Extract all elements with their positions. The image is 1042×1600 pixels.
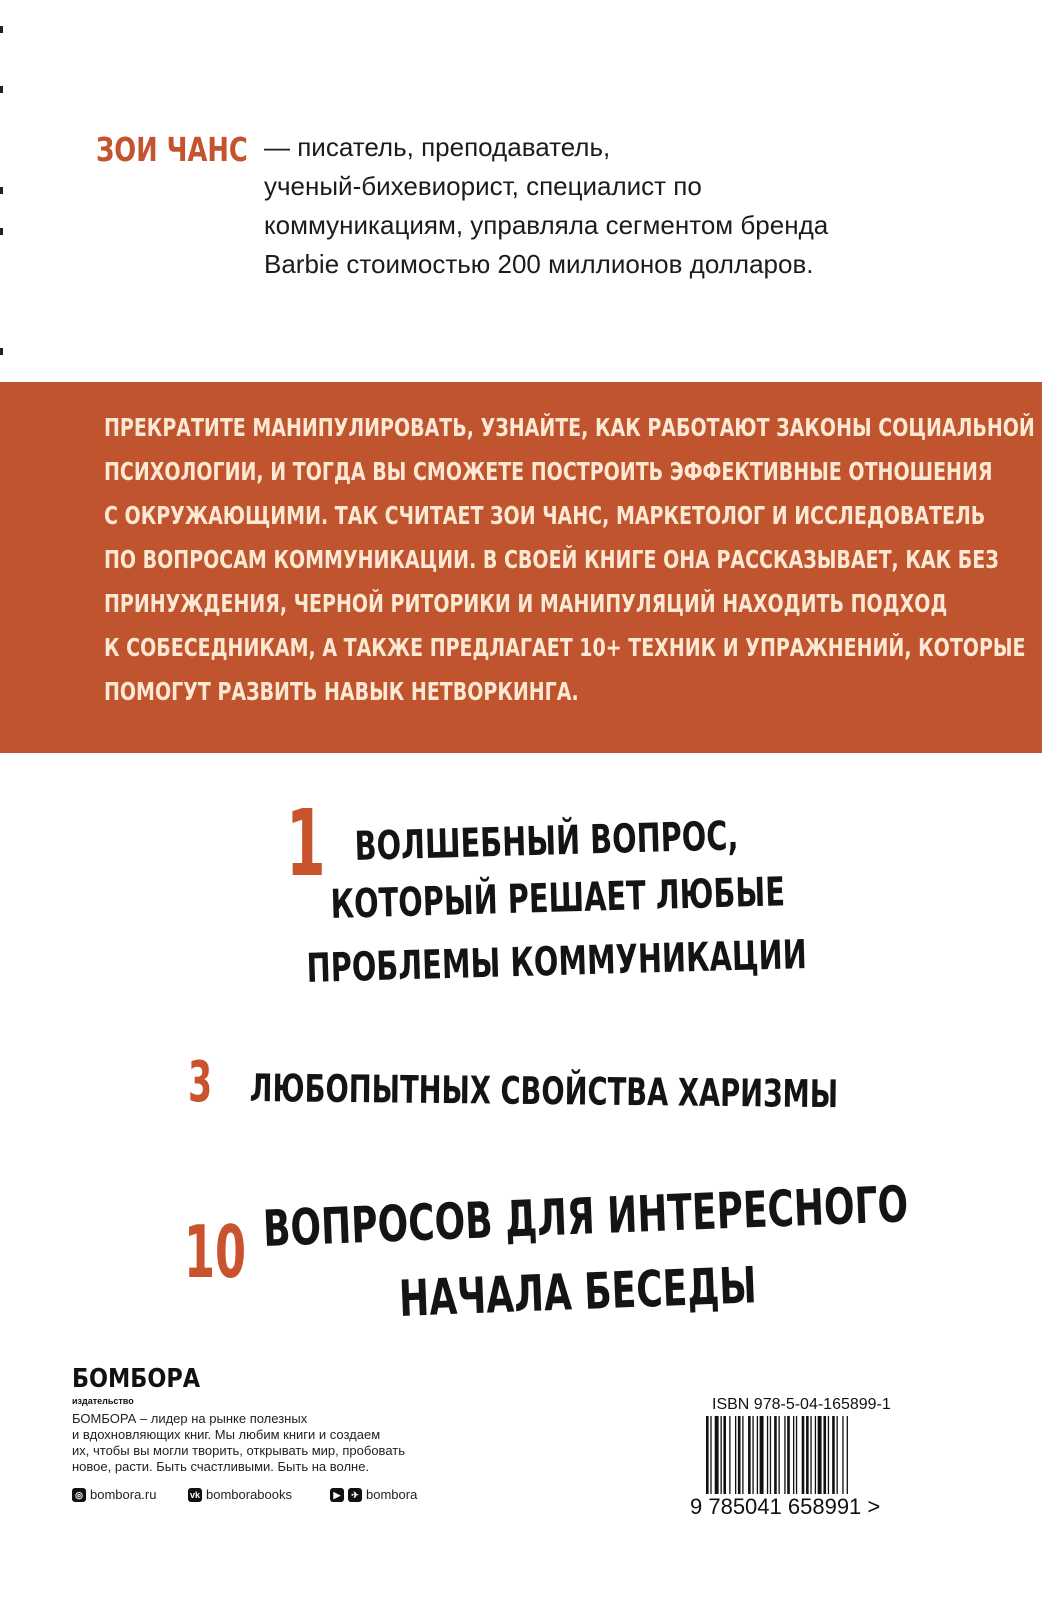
publisher-description-line: их, чтобы вы могли творить, открывать мир, пробовать xyxy=(72,1443,405,1458)
description-text xyxy=(104,406,1042,714)
social-label: bombora xyxy=(366,1487,418,1502)
social-link-vk[interactable] xyxy=(188,1487,292,1502)
barcode-bar xyxy=(721,1416,722,1494)
fact-line: ЛЮБОПЫТНЫХ СВОЙСТВА ХАРИЗМЫ xyxy=(249,1066,839,1117)
barcode-bar xyxy=(818,1416,822,1494)
barcode-digits: 9 785041 658991 > xyxy=(690,1494,881,1519)
barcode-bar xyxy=(757,1416,758,1494)
barcode-bar xyxy=(760,1416,764,1494)
barcode-bar xyxy=(706,1416,709,1494)
author-name: ЗОИ ЧАНС xyxy=(96,130,248,169)
barcode-bar xyxy=(748,1416,751,1494)
description-line: К СОБЕСЕДНИКАМ, А ТАКЖЕ ПРЕДЛАГАЕТ 10+ ТЕХНИК И УПРАЖНЕНИЙ, КОТОРЫЕ xyxy=(104,633,1026,662)
fact-line: ВОЛШЕБНЫЙ ВОПРОС, xyxy=(354,813,739,870)
edge-mark xyxy=(0,86,3,93)
barcode-bar xyxy=(752,1416,753,1494)
barcode-bar xyxy=(842,1416,843,1494)
barcode-bar xyxy=(710,1416,711,1494)
author-bio-line: ученый-бихевиорист, специалист по xyxy=(264,171,702,201)
barcode-bar xyxy=(847,1416,848,1494)
barcode-bar xyxy=(806,1416,809,1494)
publisher-subtitle: издательство xyxy=(72,1396,134,1406)
publisher-description xyxy=(72,1411,452,1475)
barcode-bar xyxy=(793,1416,794,1494)
barcode-bar xyxy=(837,1416,838,1494)
fact-line: ПРОБЛЕМЫ КОММУНИКАЦИИ xyxy=(306,932,808,992)
edge-mark xyxy=(0,26,3,33)
social-link-video[interactable] xyxy=(330,1487,417,1502)
publisher-logo: БОМБОРА xyxy=(72,1364,201,1394)
fact-number: 10 xyxy=(184,1210,247,1294)
fact-number: 3 xyxy=(188,1050,213,1115)
barcode-bar xyxy=(787,1416,790,1494)
fact-line: ВОПРОСОВ ДЛЯ ИНТЕРЕСНОГО xyxy=(262,1175,910,1258)
barcode-bar xyxy=(735,1416,736,1494)
author-bio xyxy=(264,128,828,284)
isbn-label: ISBN 978-5-04-165899-1 xyxy=(712,1396,891,1413)
youtube-icon: ▶ xyxy=(330,1488,344,1502)
publisher-description-line: БОМБОРА – лидер на рынке полезных xyxy=(72,1411,308,1426)
description-line: ПСИХОЛОГИИ, И ТОГДА ВЫ СМОЖЕТЕ ПОСТРОИТЬ ЭФФЕКТИВНЫЕ ОТНОШЕНИЯ xyxy=(104,457,993,486)
social-label: bomborabooks xyxy=(206,1487,292,1502)
edge-mark xyxy=(0,348,3,355)
barcode-bar xyxy=(723,1416,726,1494)
barcode-bar xyxy=(779,1416,780,1494)
description-line: С ОКРУЖАЮЩИМИ. ТАК СЧИТАЕТ ЗОИ ЧАНС, МАРКЕТОЛОГ И ИССЛЕДОВАТЕЛЬ xyxy=(104,501,986,530)
web-icon: ◎ xyxy=(72,1488,86,1502)
description-line: ПОМОГУТ РАЗВИТЬ НАВЫК НЕТВОРКИНГА. xyxy=(104,677,579,706)
description-line: ПО ВОПРОСАМ КОММУНИКАЦИИ. В СВОЕЙ КНИГЕ ОНА РАССКАЗЫВАЕТ, КАК БЕЗ xyxy=(104,545,999,574)
barcode-bar xyxy=(715,1416,719,1494)
barcode xyxy=(706,1416,906,1494)
edge-mark xyxy=(0,187,3,194)
barcode-bar xyxy=(802,1416,805,1494)
barcode-bar xyxy=(774,1416,777,1494)
barcode-bar xyxy=(810,1416,811,1494)
barcode-bar xyxy=(815,1416,816,1494)
barcode-bar xyxy=(823,1416,826,1494)
telegram-icon: ✈ xyxy=(348,1488,362,1502)
description-line: ПРЕКРАТИТЕ МАНИПУЛИРОВАТЬ, УЗНАЙТЕ, КАК РАБОТАЮТ ЗАКОНЫ СОЦИАЛЬНОЙ xyxy=(104,413,1035,442)
description-line: ПРИНУЖДЕНИЯ, ЧЕРНОЙ РИТОРИКИ И МАНИПУЛЯЦИЙ НАХОДИТЬ ПОДХОД xyxy=(104,589,948,618)
fact-line: КОТОРЫЙ РЕШАЕТ ЛЮБЫЕ xyxy=(330,869,786,928)
barcode-bar xyxy=(796,1416,797,1494)
author-bio-line: коммуникациям, управляла сегментом бренда xyxy=(264,210,829,240)
publisher-description-line: новое, расти. Быть счастливыми. Быть на волне. xyxy=(72,1459,370,1474)
social-link-web[interactable] xyxy=(72,1487,156,1502)
publisher-description-line: и вдохновляющих книг. Мы любим книги и создаем xyxy=(72,1427,381,1442)
author-bio-line: Barbie стоимостью 200 миллионов долларов. xyxy=(264,249,814,279)
barcode-bar xyxy=(832,1416,835,1494)
edge-mark xyxy=(0,228,3,235)
fact-number: 1 xyxy=(286,790,326,897)
barcode-bar xyxy=(729,1416,730,1494)
social-label: bombora.ru xyxy=(90,1487,157,1502)
barcode-bar xyxy=(738,1416,741,1494)
author-bio-line: — писатель, преподаватель, xyxy=(264,132,611,162)
barcode-bar xyxy=(767,1416,768,1494)
barcode-bar xyxy=(742,1416,743,1494)
fact-line: НАЧАЛА БЕСЕДЫ xyxy=(398,1256,758,1328)
barcode-bar xyxy=(770,1416,771,1494)
barcode-bar xyxy=(828,1416,829,1494)
barcode-bar xyxy=(784,1416,785,1494)
vk-icon: vk xyxy=(189,1489,200,1500)
